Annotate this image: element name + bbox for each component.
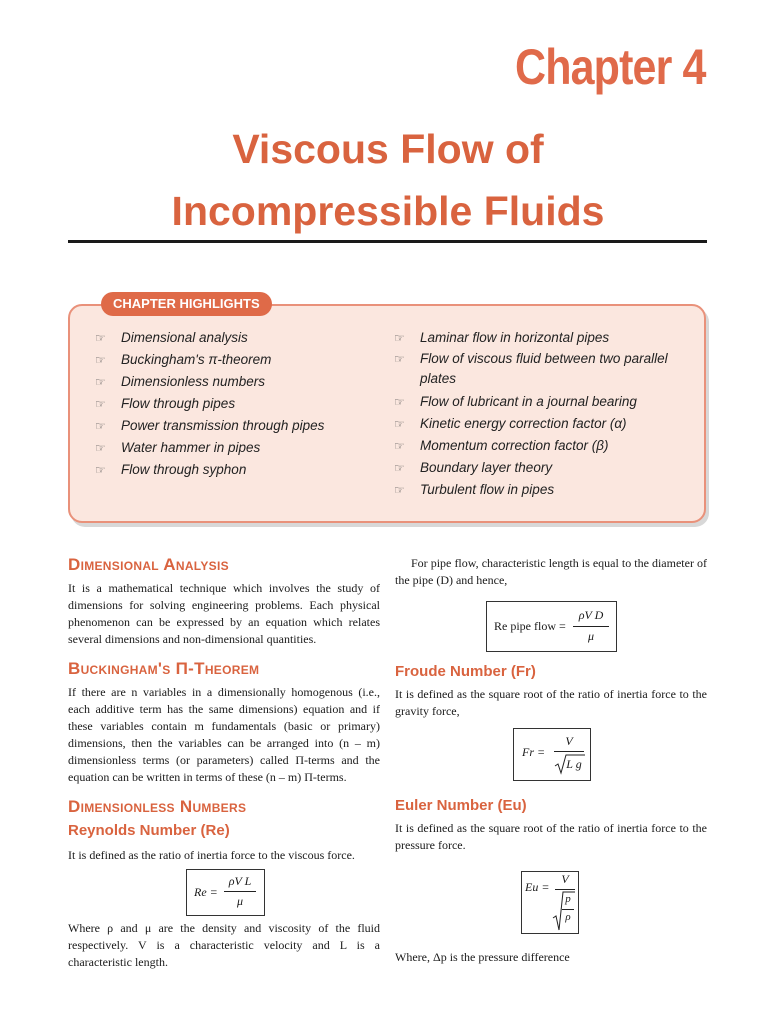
highlight-text: Turbulent flow in pipes xyxy=(420,482,555,497)
pointing-hand-icon: ☞ xyxy=(394,461,405,475)
pointing-hand-icon: ☞ xyxy=(394,417,405,431)
highlight-text: Flow through syphon xyxy=(121,462,247,477)
highlights-right-list xyxy=(394,327,694,501)
euler-lhs: Eu = xyxy=(525,880,550,894)
highlight-text: Laminar flow in horizontal pipes xyxy=(420,330,610,345)
highlight-text: Dimensional analysis xyxy=(121,330,248,345)
dimensional-analysis-text: It is a mathematical technique which involves the study of dimensions for solving engineering problems. Each physical phenomenon can be expressed by an equation which relates several dimensions and non-dimensional quantities. xyxy=(68,581,380,646)
heading-reynolds-number: Reynolds Number (Re) xyxy=(68,822,230,839)
froude-lhs: Fr = xyxy=(522,745,546,759)
highlight-item xyxy=(95,393,375,415)
heading-froude-number: Froude Number (Fr) xyxy=(395,663,536,680)
heading-dimensionless-numbers: Dimensionless Numbers xyxy=(68,797,247,816)
pointing-hand-icon: ☞ xyxy=(394,395,405,409)
pointing-hand-icon: ☞ xyxy=(394,439,405,453)
chapter-highlights-tag: CHAPTER HIGHLIGHTS xyxy=(101,292,272,316)
heading-euler-number: Euler Number (Eu) xyxy=(395,797,527,814)
highlight-text: Buckingham's π-theorem xyxy=(121,352,272,367)
highlight-text: Flow of viscous fluid between two parallel plates xyxy=(420,351,668,386)
highlight-item xyxy=(95,437,375,459)
highlight-text: Water hammer in pipes xyxy=(121,440,261,455)
highlight-text: Boundary layer theory xyxy=(420,460,553,475)
pointing-hand-icon: ☞ xyxy=(394,483,405,497)
highlight-text: Power transmission through pipes xyxy=(121,418,325,433)
pointing-hand-icon: ☞ xyxy=(95,331,106,345)
highlight-item xyxy=(394,349,694,391)
euler-inner-numerator: p xyxy=(565,893,571,905)
pointing-hand-icon: ☞ xyxy=(394,352,405,366)
highlight-text: Flow of lubricant in a journal bearing xyxy=(420,394,637,409)
reynolds-denominator: μ xyxy=(236,894,244,908)
euler-numerator: V xyxy=(561,872,569,886)
highlight-item xyxy=(394,391,694,413)
chapter-title xyxy=(68,118,708,242)
pipe-flow-text: For pipe flow, characteristic length is equal to the diameter of the pipe (D) and hence, xyxy=(395,556,707,587)
euler-equation xyxy=(521,871,579,934)
heading-dimensional-analysis: Dimensional Analysis xyxy=(68,555,229,574)
reynolds-after-text: Where ρ and μ are the density and viscosity of the fluid respectively. V is a characteristic velocity and L is a characteristic length. xyxy=(68,921,380,969)
froude-equation xyxy=(513,728,591,781)
euler-inner-denominator: ρ xyxy=(565,911,571,923)
highlight-item xyxy=(394,327,694,349)
pipe-flow-numerator: ρV D xyxy=(578,608,604,622)
euler-after-text: Where, Δp is the pressure difference xyxy=(395,950,570,964)
reynolds-lhs: Re = xyxy=(194,885,218,899)
fraction-bar xyxy=(562,909,574,910)
highlights-left-list xyxy=(95,327,375,481)
pointing-hand-icon: ☞ xyxy=(95,419,106,433)
highlight-item xyxy=(95,327,375,349)
reynolds-numerator: ρV L xyxy=(228,874,252,888)
chapter-title-line-1: Viscous Flow of xyxy=(232,126,544,172)
highlight-item xyxy=(394,479,694,501)
highlight-text: Dimensionless numbers xyxy=(121,374,266,389)
pointing-hand-icon: ☞ xyxy=(394,331,405,345)
pipe-flow-equation xyxy=(486,601,617,652)
highlight-item xyxy=(95,459,375,481)
highlight-item xyxy=(394,413,694,435)
pipe-flow-denominator: μ xyxy=(587,629,595,643)
highlight-item xyxy=(95,415,375,437)
pointing-hand-icon: ☞ xyxy=(95,353,106,367)
reynolds-text: It is defined as the ratio of inertia force to the viscous force. xyxy=(68,848,355,862)
fraction-bar xyxy=(224,891,256,892)
title-rule xyxy=(68,240,707,243)
highlight-item xyxy=(394,435,694,457)
froude-numerator: V xyxy=(565,734,573,748)
chapter-number: Chapter 4 xyxy=(515,39,706,95)
highlight-item xyxy=(394,457,694,479)
highlight-text: Flow through pipes xyxy=(121,396,236,411)
pointing-hand-icon: ☞ xyxy=(95,441,106,455)
highlight-text: Momentum correction factor (β) xyxy=(420,438,609,453)
highlight-item xyxy=(95,371,375,393)
pointing-hand-icon: ☞ xyxy=(95,375,106,389)
highlight-item xyxy=(95,349,375,371)
reynolds-equation xyxy=(186,869,265,916)
highlight-text: Kinetic energy correction factor (α) xyxy=(420,416,627,431)
pointing-hand-icon: ☞ xyxy=(95,397,106,411)
heading-buckingham: Buckingham's Π-Theorem xyxy=(68,659,260,678)
fraction-bar xyxy=(554,751,584,752)
froude-text: It is defined as the square root of the ratio of inertia force to the gravity force, xyxy=(395,687,707,718)
chapter-title-line-2: Incompressible Fluids xyxy=(171,188,605,234)
froude-denominator: L g xyxy=(566,757,582,771)
pipe-flow-lhs: Re pipe flow = xyxy=(494,619,566,633)
buckingham-text: If there are n variables in a dimensionally homogenous (i.e., each additive term has the same dimensions) equation and if these variables contain m fundamentals (basic or primary) dimensions, then the variables can be arranged into (n – m) dimensionless terms (or parameters) called Π-terms and the equation can be written in terms of these (n – m) Π-terms. xyxy=(68,685,380,784)
euler-text: It is defined as the square root of the ratio of inertia force to the pressure force. xyxy=(395,821,707,852)
pointing-hand-icon: ☞ xyxy=(95,463,106,477)
fraction-bar xyxy=(573,626,609,627)
